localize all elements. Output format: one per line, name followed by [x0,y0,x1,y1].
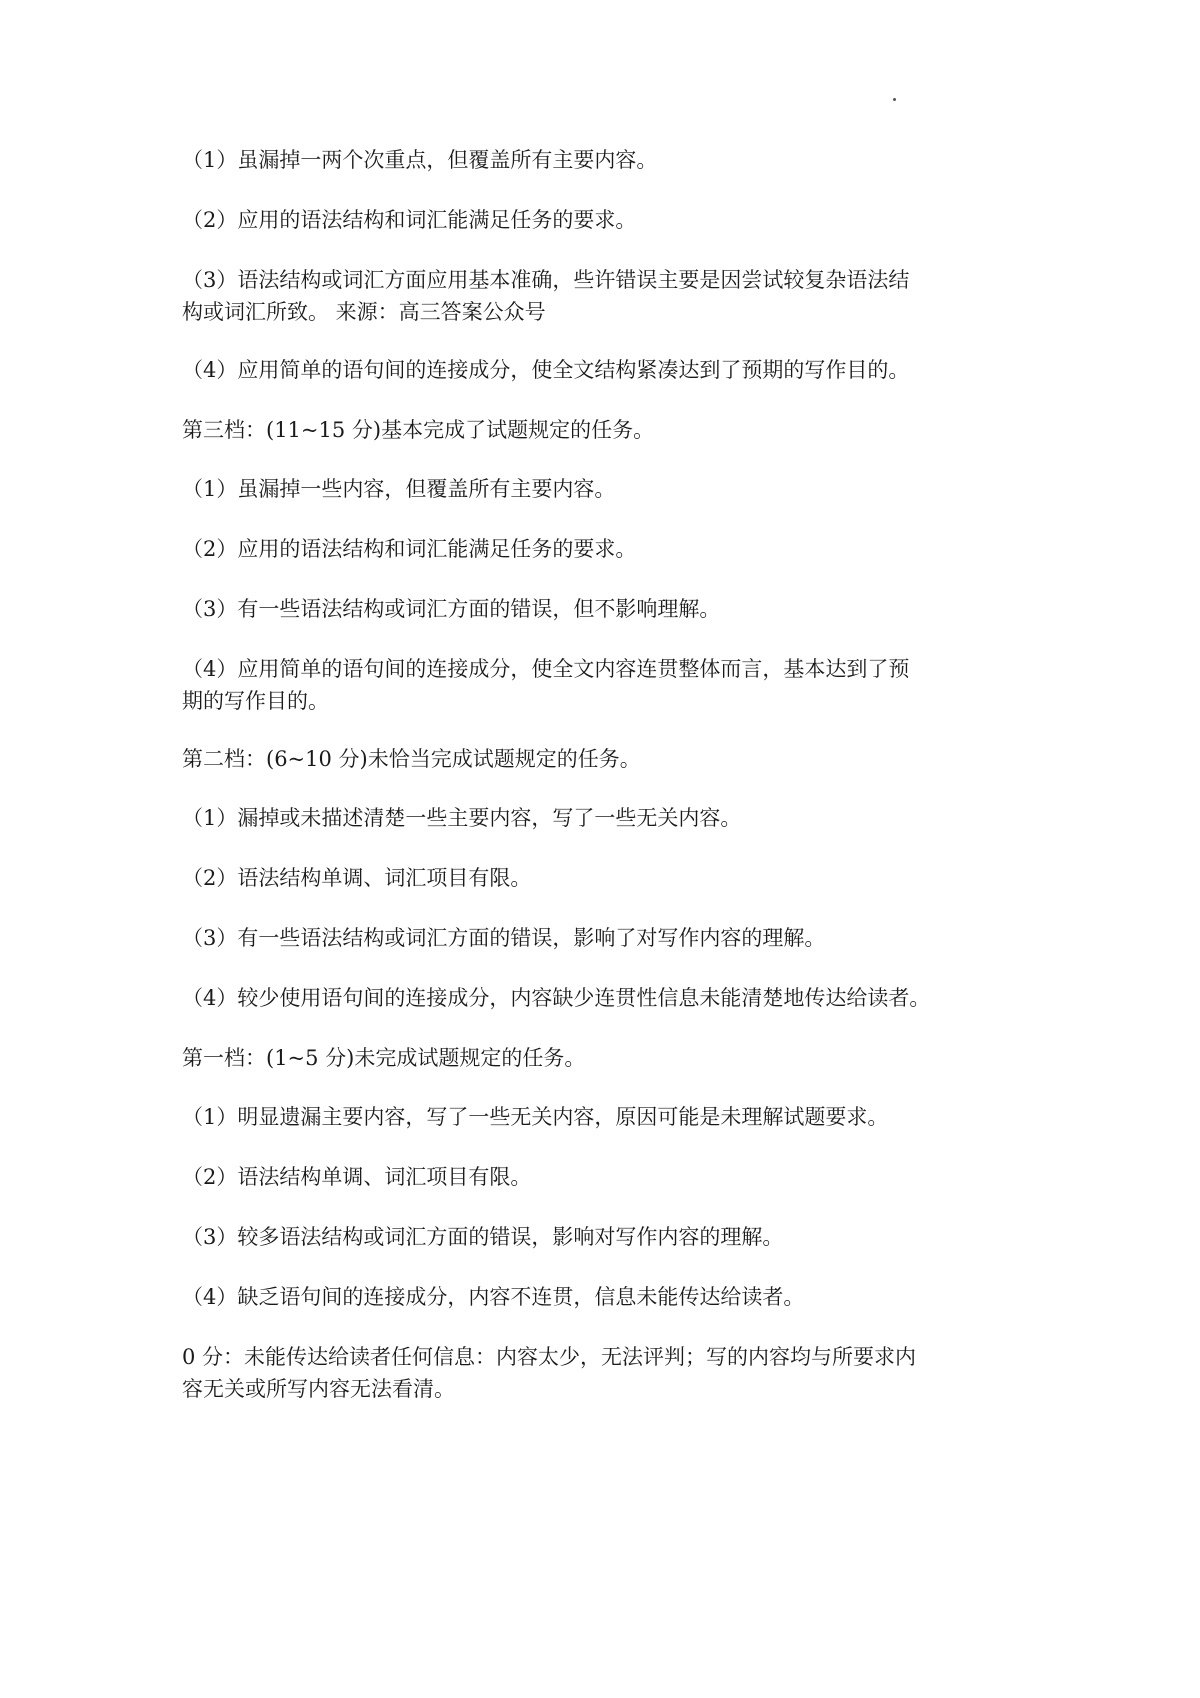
criterion-item [182,1101,1032,1133]
criterion-item [182,982,1032,1014]
text-line: （1）明显遗漏主要内容，写了一些无关内容，原因可能是未理解试题要求。 [182,1105,889,1129]
text-line: 0 分：未能传达给读者任何信息：内容太少，无法评判；写的内容均与所要求内 [182,1345,917,1369]
text-line: （3）有一些语法结构或词汇方面的错误，影响了对写作内容的理解。 [182,926,826,950]
text-line: （3）有一些语法结构或词汇方面的错误，但不影响理解。 [182,597,721,621]
criterion-item [182,144,1032,176]
criterion-item [182,354,1032,386]
page-mark [893,98,896,101]
criterion-item [182,473,1032,505]
criterion-item [182,862,1032,894]
text-line: （2）语法结构单调、词汇项目有限。 [182,1165,532,1189]
text-line: （4）应用简单的语句间的连接成分，使全文内容连贯整体而言，基本达到了预 [182,657,910,681]
text-line: （4）缺乏语句间的连接成分，内容不连贯，信息未能传达给读者。 [182,1285,805,1309]
text-line: （2）应用的语法结构和词汇能满足任务的要求。 [182,208,637,232]
text-line: （3）较多语法结构或词汇方面的错误，影响对写作内容的理解。 [182,1225,784,1249]
criterion-item [182,533,1032,565]
criterion-item [182,204,1032,236]
document-body [182,144,1032,1431]
zero-score-note [182,1341,1032,1405]
criterion-item [182,1161,1032,1193]
text-line: 第三档：(11~15 分)基本完成了试题规定的任务。 [182,418,655,442]
criterion-item [182,802,1032,834]
text-line: （1）虽漏掉一些内容，但覆盖所有主要内容。 [182,477,616,501]
text-line: （4）较少使用语句间的连接成分，内容缺少连贯性信息未能清楚地传达给读者。 [182,986,931,1010]
criterion-item [182,1221,1032,1253]
text-line: （1）虽漏掉一两个次重点，但覆盖所有主要内容。 [182,148,658,172]
text-line: 容无关或所写内容无法看清。 [182,1377,455,1401]
text-line: 第二档：(6~10 分)未恰当完成试题规定的任务。 [182,747,641,771]
criterion-item [182,1281,1032,1313]
criterion-item [182,264,1032,328]
criterion-item [182,593,1032,625]
criterion-item [182,922,1032,954]
grade-level-heading [182,1042,1032,1074]
text-line: （1）漏掉或未描述清楚一些主要内容，写了一些无关内容。 [182,806,742,830]
grade-level-heading [182,743,1032,775]
text-line: （3）语法结构或词汇方面应用基本准确，些许错误主要是因尝试较复杂语法结 [182,268,910,292]
text-line: （2）应用的语法结构和词汇能满足任务的要求。 [182,537,637,561]
text-line: 第一档：(1~5 分)未完成试题规定的任务。 [182,1046,586,1070]
criterion-item [182,653,1032,717]
text-line: 构或词汇所致。 来源：高三答案公众号 [182,300,546,324]
text-line: 期的写作目的。 [182,689,329,713]
text-line: （4）应用简单的语句间的连接成分，使全文结构紧凑达到了预期的写作目的。 [182,358,910,382]
grade-level-heading [182,414,1032,446]
text-line: （2）语法结构单调、词汇项目有限。 [182,866,532,890]
